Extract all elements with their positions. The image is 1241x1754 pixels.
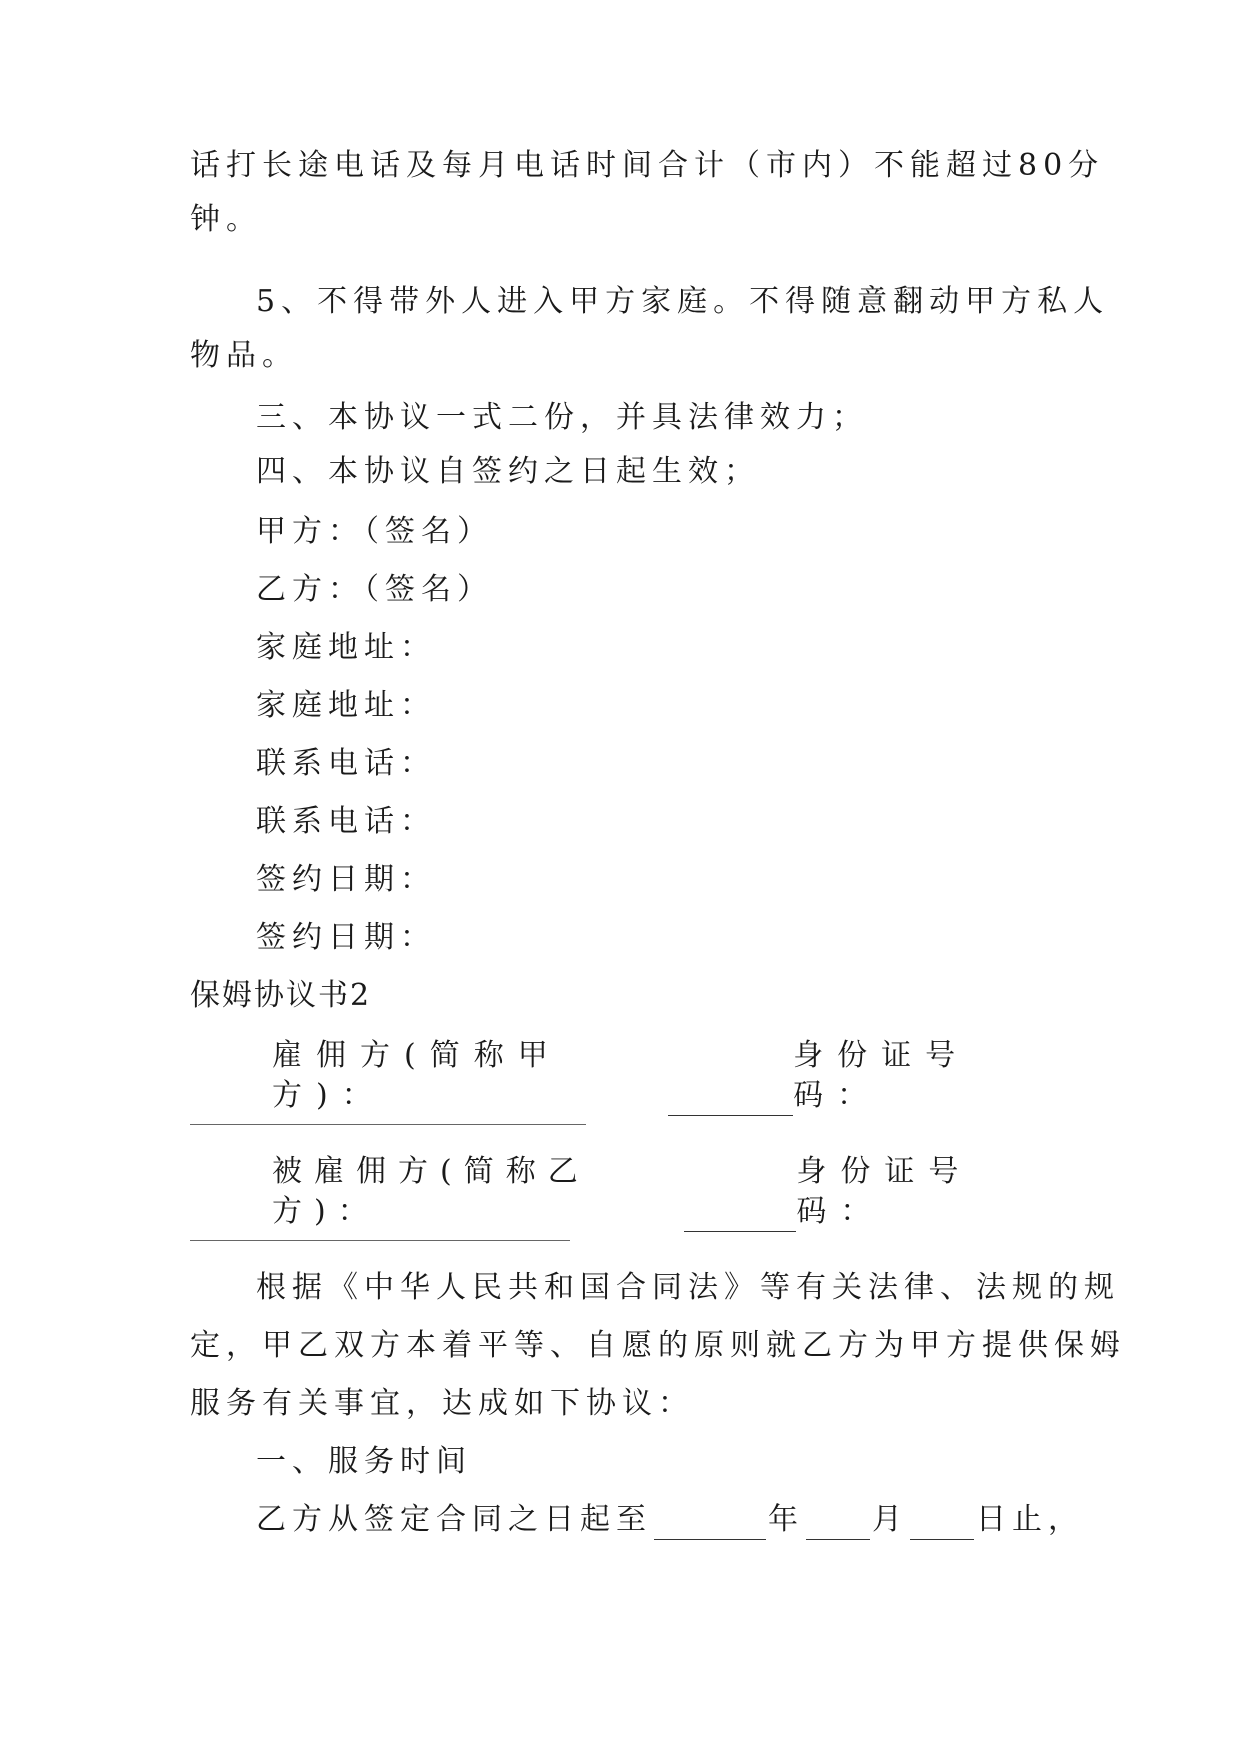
employer-id-label: 身份证号码：	[793, 1038, 970, 1113]
clause-3: 三、本协议一式二份，并具法律效力；	[256, 400, 868, 435]
service-time-line	[256, 1500, 1126, 1540]
employer-row	[272, 1036, 1052, 1116]
employee-label: 被雇佣方(简称乙方)：	[272, 1154, 590, 1229]
paragraph-line: 钟。	[190, 202, 262, 237]
service-time-prefix: 乙方从签定合同之日起至	[256, 1502, 652, 1537]
employer-name-blank	[668, 1085, 794, 1116]
day-label: 日止，	[976, 1502, 1084, 1537]
employee-row	[272, 1152, 1052, 1232]
section-1-heading: 一、服务时间	[256, 1444, 472, 1479]
employer-label: 雇佣方(简称甲方)：	[272, 1038, 562, 1113]
end-day-blank	[910, 1509, 974, 1540]
phone-label: 联系电话：	[256, 804, 436, 839]
address-label: 家庭地址：	[256, 630, 436, 665]
year-label: 年	[768, 1502, 804, 1537]
basis-line: 根据《中华人民共和国合同法》等有关法律、法规的规	[256, 1270, 1120, 1305]
sign-date-label: 签约日期：	[256, 920, 436, 955]
sign-date-label: 签约日期：	[256, 862, 436, 897]
party-b-signature: 乙方：（签名）	[256, 572, 493, 607]
basis-line: 定，甲乙双方本着平等、自愿的原则就乙方为甲方提供保姆	[190, 1328, 1126, 1363]
paragraph-line: 物品。	[190, 338, 298, 373]
clause-4: 四、本协议自签约之日起生效；	[256, 454, 760, 489]
end-year-blank	[654, 1509, 766, 1540]
employee-id-blank	[190, 1240, 570, 1241]
phone-label: 联系电话：	[256, 746, 436, 781]
address-label: 家庭地址：	[256, 688, 436, 723]
clause-5-line: 5、不得带外人进入甲方家庭。不得随意翻动甲方私人	[256, 284, 1110, 319]
employer-id-blank	[190, 1124, 586, 1125]
party-a-signature: 甲方：（签名）	[256, 514, 493, 549]
basis-line: 服务有关事宜，达成如下协议：	[190, 1386, 694, 1421]
paragraph-line: 话打长途电话及每月电话时间合计（市内）不能超过80分	[190, 148, 1105, 183]
end-month-blank	[806, 1509, 870, 1540]
document-title: 保姆协议书2	[190, 978, 372, 1013]
employee-name-blank	[684, 1201, 796, 1232]
month-label: 月	[872, 1502, 908, 1537]
employee-id-label: 身份证号码：	[796, 1154, 973, 1229]
